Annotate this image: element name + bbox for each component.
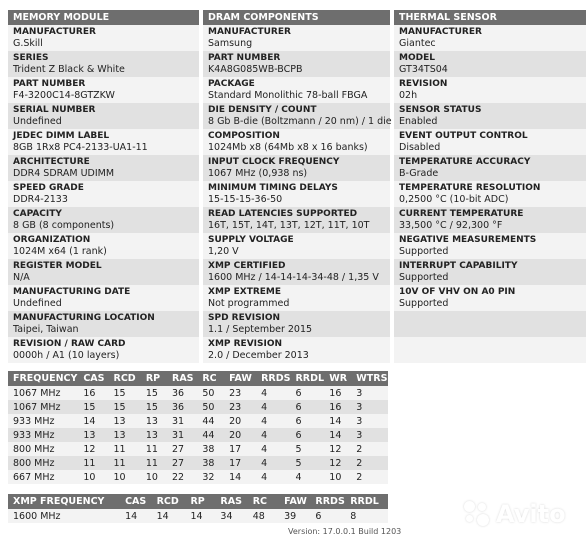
table-cell: 6 <box>290 400 324 414</box>
table-cell: 11 <box>141 456 167 470</box>
info-cell <box>8 337 199 363</box>
info-label: TEMPERATURE RESOLUTION <box>399 183 541 193</box>
table-cell: 13 <box>78 428 108 442</box>
table-cell: 13 <box>141 428 167 442</box>
column-header: RC <box>248 494 279 509</box>
info-value: 1024M x64 (1 rank) <box>13 246 107 257</box>
table-cell: 2 <box>351 442 388 456</box>
avito-logo-icon <box>462 499 492 529</box>
table-row <box>8 386 388 400</box>
table-cell: 4 <box>256 442 290 456</box>
column-header: RAS <box>167 371 197 386</box>
info-value: 15-15-15-36-50 <box>208 194 283 205</box>
table-cell: 11 <box>109 456 141 470</box>
info-label: EVENT OUTPUT CONTROL <box>399 131 528 141</box>
info-value: Supported <box>399 298 449 309</box>
info-label: SERIES <box>13 53 49 63</box>
table-header-row <box>8 371 388 386</box>
table-cell: 50 <box>197 386 224 400</box>
table-cell: 15 <box>109 400 141 414</box>
info-label: ARCHITECTURE <box>13 157 90 167</box>
table-cell: 16 <box>324 400 351 414</box>
info-label: REVISION <box>399 79 448 89</box>
info-cell <box>394 181 586 207</box>
info-label: MANUFACTURER <box>208 27 291 37</box>
table-cell: 36 <box>167 400 197 414</box>
info-label: NEGATIVE MEASUREMENTS <box>399 235 537 245</box>
table-cell: 20 <box>224 428 256 442</box>
info-value: 8 Gb B-die (Boltzmann / 20 nm) / 1 die <box>208 116 392 127</box>
spd-info-panel <box>8 10 586 363</box>
info-cell <box>203 181 390 207</box>
table-cell: 4 <box>256 456 290 470</box>
info-label: DIE DENSITY / COUNT <box>208 105 317 115</box>
table-row <box>8 442 388 456</box>
info-value: N/A <box>13 272 30 283</box>
info-cell <box>203 51 390 77</box>
info-label: XMP REVISION <box>208 339 283 349</box>
column-header: WR <box>324 371 351 386</box>
info-cell <box>8 233 199 259</box>
table-cell: 17 <box>224 442 256 456</box>
table-cell: 38 <box>197 456 224 470</box>
info-cell <box>8 25 199 51</box>
table-cell: 4 <box>256 386 290 400</box>
info-value: Standard Monolithic 78-ball FBGA <box>208 90 368 101</box>
info-value: Supported <box>399 246 449 257</box>
info-cell <box>394 233 586 259</box>
table-cell: 22 <box>167 470 197 484</box>
table-cell: 6 <box>290 428 324 442</box>
info-value: 8GB 1Rx8 PC4-2133-UA1-11 <box>13 142 148 153</box>
info-label: CURRENT TEMPERATURE <box>399 209 524 219</box>
info-value: 1024Mb x8 (64Mb x8 x 16 banks) <box>208 142 368 153</box>
table-cell: 44 <box>197 414 224 428</box>
info-label: MANUFACTURING LOCATION <box>13 313 155 323</box>
info-value: 33,500 °C / 92,300 °F <box>399 220 503 231</box>
info-value: Undefined <box>13 116 62 127</box>
info-cell <box>8 103 199 129</box>
table-cell: 15 <box>78 400 108 414</box>
info-value: Giantec <box>399 38 436 49</box>
column-header: FREQUENCY <box>8 371 78 386</box>
table-row <box>8 414 388 428</box>
table-cell: 11 <box>141 442 167 456</box>
info-value: 1067 MHz (0,938 ns) <box>208 168 308 179</box>
info-label: MANUFACTURER <box>399 27 482 37</box>
section-header: MEMORY MODULE <box>8 10 199 25</box>
table-cell: 48 <box>248 509 279 523</box>
info-value: Enabled <box>399 116 438 127</box>
table-cell: 4 <box>256 400 290 414</box>
info-cell <box>203 311 390 337</box>
info-value: Samsung <box>208 38 253 49</box>
table-cell: 12 <box>324 456 351 470</box>
info-label: SPEED GRADE <box>13 183 84 193</box>
table-row <box>8 428 388 442</box>
info-label: REGISTER MODEL <box>13 261 102 271</box>
info-label: TEMPERATURE ACCURACY <box>399 157 531 167</box>
info-cell <box>203 337 390 363</box>
info-label: PART NUMBER <box>13 79 86 89</box>
info-cell <box>8 129 199 155</box>
table-cell: 5 <box>290 442 324 456</box>
column-header: RC <box>197 371 224 386</box>
table-cell: 11 <box>109 442 141 456</box>
table-cell: 39 <box>279 509 310 523</box>
table-cell: 27 <box>167 442 197 456</box>
column-header: RRDS <box>310 494 345 509</box>
table-cell: 6 <box>290 414 324 428</box>
info-cell <box>203 233 390 259</box>
info-value: 0,2500 °C (10-bit ADC) <box>399 194 509 205</box>
info-value: 02h <box>399 90 418 101</box>
info-value: 0000h / A1 (10 layers) <box>13 350 120 361</box>
table-cell: 5 <box>290 456 324 470</box>
info-label: SPD REVISION <box>208 313 281 323</box>
column-header: RP <box>185 494 215 509</box>
table-cell: 20 <box>224 414 256 428</box>
table-cell: 3 <box>351 400 388 414</box>
info-cell <box>8 311 199 337</box>
table-row <box>8 456 388 470</box>
table-cell: 3 <box>351 414 388 428</box>
table-cell: 667 MHz <box>8 470 78 484</box>
info-value: Taipei, Taiwan <box>13 324 79 335</box>
info-value: Disabled <box>399 142 441 153</box>
info-label: SENSOR STATUS <box>399 105 482 115</box>
info-label: JEDEC DIMM LABEL <box>13 131 110 141</box>
info-label: MANUFACTURER <box>13 27 96 37</box>
table-cell: 23 <box>224 400 256 414</box>
column-header: RRDL <box>290 371 324 386</box>
column-header: RCD <box>109 371 141 386</box>
table-cell: 23 <box>224 386 256 400</box>
info-label: MINIMUM TIMING DELAYS <box>208 183 338 193</box>
info-label: PART NUMBER <box>208 53 281 63</box>
info-cell <box>394 207 586 233</box>
table-cell: 4 <box>256 470 290 484</box>
table-cell: 933 MHz <box>8 428 78 442</box>
info-label: PACKAGE <box>208 79 255 89</box>
table-cell: 933 MHz <box>8 414 78 428</box>
info-label: SERIAL NUMBER <box>13 105 96 115</box>
table-cell: 2 <box>351 470 388 484</box>
info-cell <box>8 207 199 233</box>
column-header: XMP FREQUENCY <box>8 494 120 509</box>
table-cell: 14 <box>324 428 351 442</box>
info-cell <box>394 51 586 77</box>
table-cell: 14 <box>324 414 351 428</box>
column-header: FAW <box>279 494 310 509</box>
info-label: INPUT CLOCK FREQUENCY <box>208 157 340 167</box>
table-cell: 16 <box>324 386 351 400</box>
table-cell: 44 <box>197 428 224 442</box>
info-cell <box>394 129 586 155</box>
column-header: RAS <box>215 494 247 509</box>
table-cell: 13 <box>109 414 141 428</box>
table-cell: 10 <box>78 470 108 484</box>
table-cell: 12 <box>324 442 351 456</box>
watermark <box>462 497 582 531</box>
info-value: 1600 MHz / 14-14-14-34-48 / 1,35 V <box>208 272 379 283</box>
table-row <box>8 509 388 523</box>
table-cell: 14 <box>152 509 186 523</box>
timings-table <box>8 371 388 484</box>
info-cell <box>203 207 390 233</box>
table-cell: 15 <box>109 386 141 400</box>
table-cell: 15 <box>141 400 167 414</box>
info-label: XMP EXTREME <box>208 287 282 297</box>
info-cell <box>8 285 199 311</box>
info-label: SUPPLY VOLTAGE <box>208 235 294 245</box>
info-label: MODEL <box>399 53 435 63</box>
column-header: RP <box>141 371 167 386</box>
table-cell: 10 <box>141 470 167 484</box>
info-value: 1,20 V <box>208 246 239 257</box>
info-cell <box>203 25 390 51</box>
table-cell: 800 MHz <box>8 456 78 470</box>
table-cell: 14 <box>78 414 108 428</box>
info-value: B-Grade <box>399 168 439 179</box>
table-cell: 31 <box>167 414 197 428</box>
info-value: K4A8G085WB-BCPB <box>208 64 303 75</box>
info-cell <box>203 103 390 129</box>
info-value: 16T, 15T, 14T, 13T, 12T, 11T, 10T <box>208 220 370 231</box>
info-cell <box>8 77 199 103</box>
info-cell <box>394 337 586 363</box>
table-cell: 2 <box>351 456 388 470</box>
table-cell: 11 <box>78 456 108 470</box>
info-label: 10V OF VHV ON A0 PIN <box>399 287 516 297</box>
table-cell: 3 <box>351 386 388 400</box>
info-value: DDR4-2133 <box>13 194 68 205</box>
info-cell <box>203 129 390 155</box>
info-cell <box>394 285 586 311</box>
table-cell: 31 <box>167 428 197 442</box>
info-value: Undefined <box>13 298 62 309</box>
info-label: READ LATENCIES SUPPORTED <box>208 209 358 219</box>
table-cell: 14 <box>185 509 215 523</box>
table-cell: 4 <box>290 470 324 484</box>
xmp-timings-table <box>8 494 388 523</box>
column-header: RCD <box>152 494 186 509</box>
info-cell <box>8 155 199 181</box>
info-cell <box>203 285 390 311</box>
version-label: Version: 17.0.0.1 Build 1203 <box>288 527 402 536</box>
info-label: XMP CERTIFIED <box>208 261 286 271</box>
info-label: MANUFACTURING DATE <box>13 287 131 297</box>
info-label: CAPACITY <box>13 209 62 219</box>
column-header: RRDL <box>345 494 388 509</box>
table-cell: 14 <box>224 470 256 484</box>
info-cell <box>394 77 586 103</box>
info-value: Supported <box>399 272 449 283</box>
info-cell <box>394 25 586 51</box>
column-header: FAW <box>224 371 256 386</box>
table-cell: 16 <box>78 386 108 400</box>
table-cell: 32 <box>197 470 224 484</box>
table-cell: 14 <box>120 509 152 523</box>
section-header: THERMAL SENSOR <box>394 10 586 25</box>
table-cell: 3 <box>351 428 388 442</box>
info-cell <box>8 259 199 285</box>
info-value: 1.1 / September 2015 <box>208 324 313 335</box>
memory-module-section <box>8 10 199 363</box>
table-cell: 13 <box>141 414 167 428</box>
info-value: G.Skill <box>13 38 43 49</box>
info-value: 8 GB (8 components) <box>13 220 115 231</box>
info-cell <box>8 181 199 207</box>
thermal-sensor-section <box>394 10 586 363</box>
info-cell <box>394 155 586 181</box>
info-value: Not programmed <box>208 298 290 309</box>
info-label: COMPOSITION <box>208 131 280 141</box>
table-cell: 6 <box>290 386 324 400</box>
table-cell: 800 MHz <box>8 442 78 456</box>
column-header: WTRS <box>351 371 388 386</box>
info-cell <box>203 259 390 285</box>
info-value: 2.0 / December 2013 <box>208 350 309 361</box>
table-cell: 17 <box>224 456 256 470</box>
info-cell <box>394 259 586 285</box>
table-cell: 1067 MHz <box>8 400 78 414</box>
table-cell: 12 <box>78 442 108 456</box>
table-cell: 4 <box>256 428 290 442</box>
info-cell <box>203 155 390 181</box>
table-cell: 4 <box>256 414 290 428</box>
info-label: REVISION / RAW CARD <box>13 339 126 349</box>
section-header: DRAM COMPONENTS <box>203 10 390 25</box>
info-value: Trident Z Black & White <box>13 64 125 75</box>
column-header: RRDS <box>256 371 290 386</box>
table-cell: 36 <box>167 386 197 400</box>
table-cell: 13 <box>109 428 141 442</box>
table-cell: 50 <box>197 400 224 414</box>
table-cell: 10 <box>109 470 141 484</box>
watermark-text: Avito <box>496 500 566 528</box>
table-row <box>8 400 388 414</box>
info-value: DDR4 SDRAM UDIMM <box>13 168 115 179</box>
column-header: CAS <box>78 371 108 386</box>
table-cell: 8 <box>345 509 388 523</box>
table-cell: 34 <box>215 509 247 523</box>
table-cell: 38 <box>197 442 224 456</box>
info-cell <box>203 77 390 103</box>
info-cell <box>394 311 586 337</box>
table-cell: 10 <box>324 470 351 484</box>
column-header: CAS <box>120 494 152 509</box>
table-header-row <box>8 494 388 509</box>
table-cell: 27 <box>167 456 197 470</box>
info-value: GT34TS04 <box>399 64 448 75</box>
table-cell: 1067 MHz <box>8 386 78 400</box>
info-cell <box>8 51 199 77</box>
info-cell <box>394 103 586 129</box>
dram-components-section <box>203 10 390 363</box>
table-cell: 1600 MHz <box>8 509 120 523</box>
table-cell: 6 <box>310 509 345 523</box>
table-cell: 15 <box>141 386 167 400</box>
info-label: INTERRUPT CAPABILITY <box>399 261 518 271</box>
info-value: F4-3200C14-8GTZKW <box>13 90 115 101</box>
table-row <box>8 470 388 484</box>
info-label: ORGANIZATION <box>13 235 91 245</box>
